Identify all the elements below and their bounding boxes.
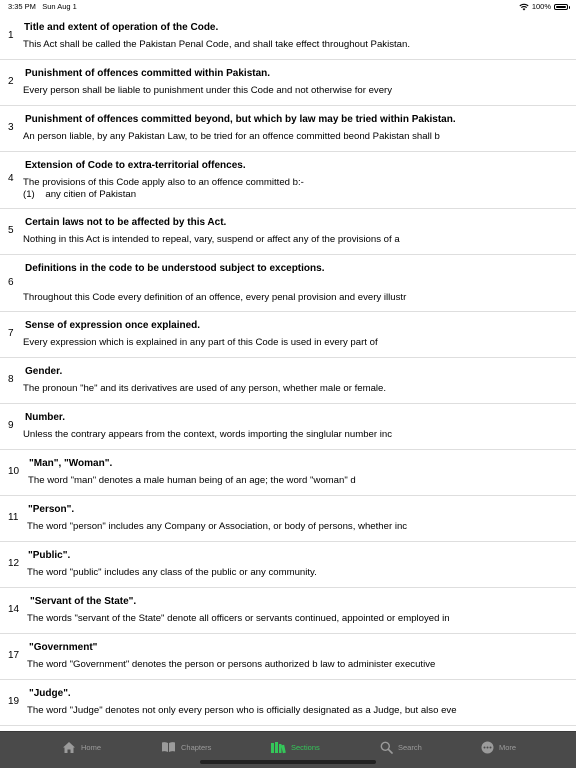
section-text: Throughout this Code every definition of an offence, every penal provision and every illustr [23,292,407,303]
section-title: "Man", "Woman". [29,458,113,469]
section-text: The pronoun "he" and its derivatives are used of any person, whether male or female. [23,383,387,394]
section-text: Unless the contrary appears from the context, words importing the singlular number inc [23,429,392,440]
section-title: "Government" [29,642,98,653]
tab-search[interactable] [380,732,422,762]
section-text: The word "Judge" denotes not only every person who is officially designated as a Judge, but also eve [27,705,457,716]
section-text: An person liable, by any Pakistan Law, to be tried for an offence committed beond Pakistan shall b [23,131,440,142]
section-title: Certain laws not to be affected by this Act. [25,217,227,228]
section-row[interactable] [0,542,576,588]
section-text: The provisions of this Code apply also to an offence committed b:- (1) any citien of Pakistan [23,177,304,200]
section-row[interactable] [0,255,576,312]
wifi-icon [519,3,529,11]
status-bar [0,0,576,14]
section-number: 6 [8,277,14,288]
sections-list[interactable] [0,14,576,731]
section-number: 12 [8,558,20,569]
tab-home[interactable] [62,732,101,762]
section-text: The word "person" includes any Company or Association, or body of persons, whether inc [27,521,408,532]
section-number: 10 [8,466,20,477]
tab-label: More [499,742,517,752]
section-number: 2 [8,76,14,87]
section-row[interactable] [0,14,576,60]
section-title: Number. [25,412,66,423]
book-icon [161,741,176,753]
section-text: The word "public" includes any class of the public or any community. [27,567,317,578]
section-title: "Public". [28,550,71,561]
section-number: 8 [8,374,14,385]
battery-icon [554,4,568,10]
section-title: Title and extent of operation of the Code. [24,22,219,33]
section-title: "Judge". [29,688,71,699]
tab-label: Search [398,742,422,752]
section-number: 5 [8,225,14,236]
battery-percent: 100% [531,2,551,11]
section-row[interactable] [0,358,576,404]
section-row[interactable] [0,209,576,255]
section-row[interactable] [0,106,576,152]
home-indicator [200,760,376,764]
section-row[interactable] [0,450,576,496]
section-number: 19 [8,696,20,707]
section-row[interactable] [0,60,576,106]
section-title: Extension of Code to extra-territorial offences. [25,160,246,171]
section-title: "Servant of the State". [30,596,137,607]
sections-icon [270,741,286,754]
section-number: 9 [8,420,14,431]
status-right [519,0,568,14]
section-number: 7 [8,328,14,339]
section-text: The words "servant of the State" denote all officers or servants continued, appointed or employed in [27,613,450,624]
tab-label: Chapters [181,742,212,752]
home-icon [62,741,76,754]
section-number: 1 [8,30,14,41]
section-title: Definitions in the code to be understood subject to exceptions. [25,263,325,274]
section-text: This Act shall be called the Pakistan Penal Code, and shall take effect throughout Pakistan. [23,39,411,50]
section-text: Every expression which is explained in any part of this Code is used in every part of [23,337,378,348]
section-number: 4 [8,173,14,184]
section-title: Gender. [25,366,63,377]
section-row[interactable] [0,588,576,634]
section-number: 17 [8,650,20,661]
section-row[interactable] [0,404,576,450]
section-text: Every person shall be liable to punishment under this Code and not otherwise for every [23,85,393,96]
section-row[interactable] [0,312,576,358]
tab-sections[interactable] [270,732,320,762]
section-text: Nothing in this Act is intended to repeal, vary, suspend or affect any of the provisions of a [23,234,400,245]
more-icon [481,741,494,754]
section-title: Punishment of offences committed within Pakistan. [25,68,271,79]
tab-more[interactable] [481,732,516,762]
section-number: 14 [8,604,20,615]
section-title: Sense of expression once explained. [25,320,201,331]
search-icon [380,741,393,754]
section-number: 11 [8,512,19,523]
section-row[interactable] [0,496,576,542]
section-title: Punishment of offences committed beyond, but which by law may be tried within Pakistan. [25,114,456,125]
tab-label: Home [81,742,102,752]
tab-chapters[interactable] [161,732,211,762]
section-title: "Person". [28,504,75,515]
section-row[interactable] [0,680,576,726]
status-time-date: 3:35 PM Sun Aug 1 [8,2,77,11]
section-text: The word "Government" denotes the person or persons authorized b law to administer executive [27,659,436,670]
section-number: 3 [8,122,14,133]
section-text: The word "man" denotes a male human being of an age; the word "woman" d [28,475,356,486]
section-row[interactable] [0,634,576,680]
tab-label: Sections [291,742,320,752]
section-row[interactable] [0,152,576,209]
